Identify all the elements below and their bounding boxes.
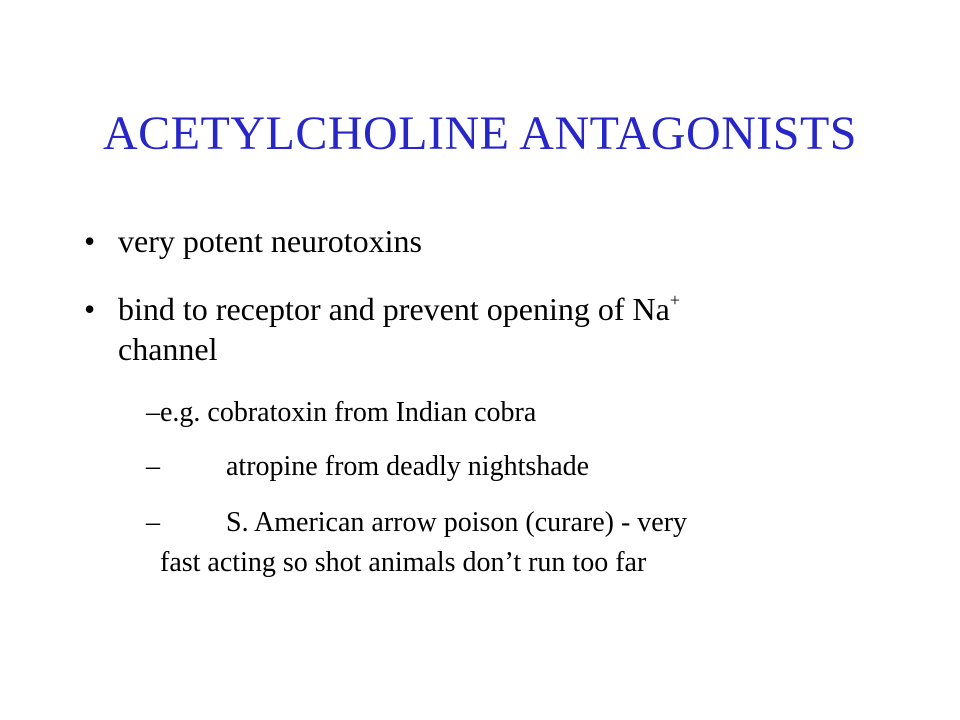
sub-bullet-marker: –	[146, 397, 160, 428]
bullet-text: very potent neurotoxins	[118, 223, 422, 259]
slide-title: ACETYLCHOLINE ANTAGONISTS	[103, 107, 857, 160]
sub-bullet-marker: –	[146, 451, 160, 482]
sub-bullet-curare-line1: S. American arrow poison (curare) - very	[226, 507, 688, 538]
bullet-text-line1	[118, 290, 680, 333]
sub-bullet-marker: –	[146, 507, 160, 538]
bullet-marker: •	[84, 291, 96, 327]
bullet-text-line2: channel	[118, 331, 218, 367]
sub-bullet-curare-line2: fast acting so shot animals don’t run too far	[160, 547, 647, 578]
sub-bullet-atropine: atropine from deadly nightshade	[226, 451, 590, 482]
bullet-text: bind to receptor and prevent opening of Na	[118, 291, 670, 327]
superscript-plus: +	[669, 290, 680, 310]
sub-bullet-cobratoxin: e.g. cobratoxin from Indian cobra	[160, 397, 537, 428]
bullet-marker: •	[84, 223, 96, 259]
